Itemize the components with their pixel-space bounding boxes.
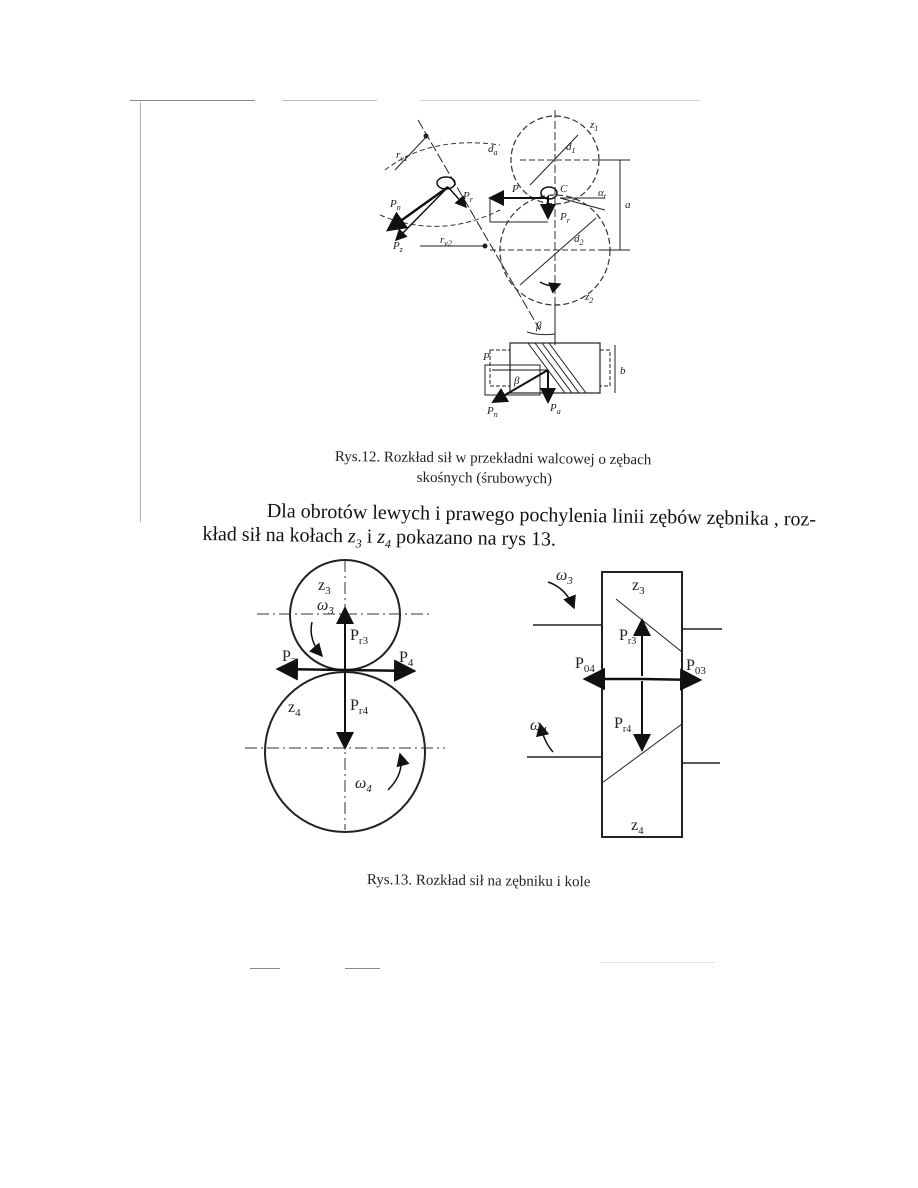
rotation-arrow-omega4 (388, 754, 401, 790)
paragraph-z3: $z_3$ (347, 525, 362, 551)
fig13-right-labels (530, 567, 706, 837)
label-Pr-right: $P_r$ (560, 211, 570, 225)
figure-13-caption: Rys.13. Rozkład sił na zębniku i kole (366, 871, 591, 891)
label-pr3-left: $P_{r3}$ (350, 627, 369, 647)
label-rv2: $r_{v2}$ (440, 234, 452, 248)
label-rv1: $r_{v1}$ (396, 149, 408, 163)
force-p4-vector (345, 670, 414, 671)
label-p3-left: $P_3$ (282, 648, 297, 668)
label-omega3-right: $\omega_3$ (556, 567, 573, 587)
label-Pn: $P_n$ (390, 198, 401, 212)
figure-12-caption-line2: skośnych (śrubowych) (416, 469, 553, 488)
label-Pa-lower: $P_a$ (550, 402, 561, 416)
label-z3-right: $z_3$ (632, 577, 645, 597)
label-beta: β (536, 320, 542, 332)
label-da: $d_a$ (488, 143, 498, 157)
tooth-line-z3 (616, 599, 682, 652)
label-pr3-right: $P_{r3}$ (619, 627, 637, 647)
figure-12-caption-line1: Rys.12. Rozkład sił w przekładni walcowej o zębach (334, 448, 652, 469)
label-Pz: $P_z$ (393, 240, 403, 254)
label-p4-left: $P_4$ (399, 649, 414, 669)
label-d1: $d_1$ (566, 141, 576, 155)
label-alpha-t: $\alpha_t$ (598, 187, 607, 201)
label-C: C (560, 183, 568, 195)
label-z3-left: $z_3$ (318, 577, 331, 597)
label-Pr-left: $P_r$ (463, 190, 473, 204)
label-Pn-lower: $P_n$ (487, 405, 498, 419)
label-a: a (625, 199, 631, 211)
label-p03-right: $P_{03}$ (686, 657, 706, 677)
paragraph-z4: $z_4$ (377, 525, 392, 551)
label-b: b (620, 365, 626, 377)
label-P: P (512, 183, 519, 195)
label-omega4-left: $\omega_4$ (355, 775, 372, 795)
label-omega4-right: $\omega_4$ (530, 717, 547, 737)
label-omega3-left: $\omega_3$ (317, 597, 334, 617)
paragraph-line2-end: pokazano na rys 13. (390, 525, 557, 551)
label-beta-lower: β (514, 375, 520, 387)
fig13-left-labels (282, 577, 414, 795)
label-pr4-right: $P_{r4}$ (614, 715, 632, 735)
label-d2: $d_2$ (574, 233, 584, 247)
label-z4-left: $z_4$ (288, 699, 301, 719)
rotation-arrow-omega3 (311, 622, 322, 656)
label-P-lower: P (483, 351, 490, 363)
paragraph-line2-start: kład sił na kołach (202, 522, 349, 548)
label-pr4-left: $P_{r4}$ (350, 697, 369, 717)
paragraph-conj: i (361, 525, 378, 548)
label-p04-right: $P_{04}$ (575, 655, 595, 675)
force-p03-vector (642, 679, 700, 680)
label-z4-right: $z_4$ (631, 817, 644, 837)
label-z2: $z_2$ (585, 291, 594, 305)
label-z1: $z_1$ (590, 119, 599, 133)
force-p3-vector (278, 669, 345, 670)
paragraph-line1: Dla obrotów lewych i prawego pochylenia linii zębów zębnika , roz- (266, 500, 817, 531)
